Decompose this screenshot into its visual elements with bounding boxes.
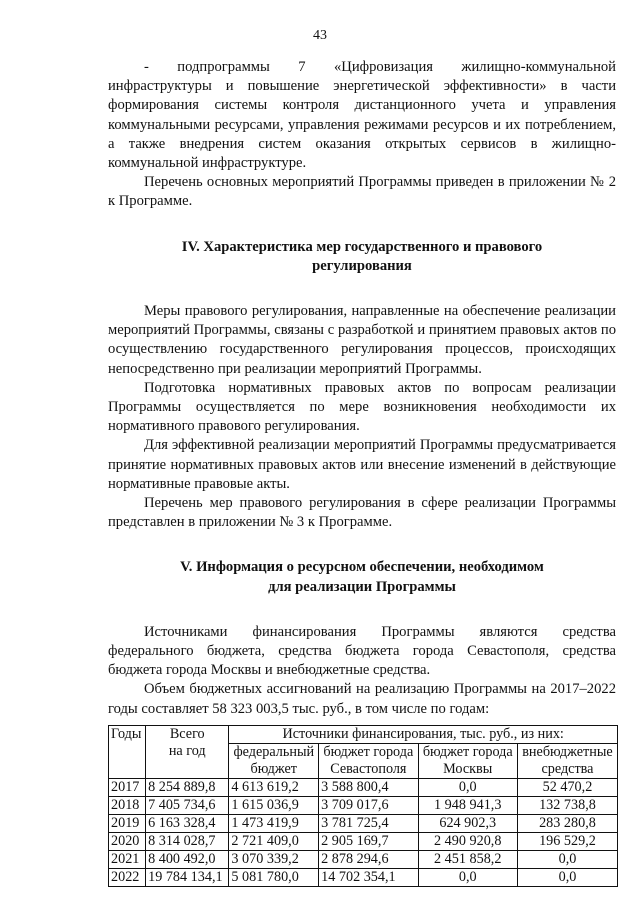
- table-row: [109, 814, 618, 832]
- table-row: [109, 778, 618, 796]
- header-extrabudgetary-line-1: внебюджетные: [522, 743, 613, 760]
- header-moscow-line-2: Москвы: [443, 760, 493, 777]
- cell-year: 2018: [109, 796, 146, 814]
- cell-sevastopol: 2 878 294,6: [319, 850, 418, 868]
- cell-total: 8 254 889,8: [146, 778, 229, 796]
- cell-federal: 1 615 036,9: [229, 796, 319, 814]
- cell-year: 2017: [109, 778, 146, 796]
- page-number: 43: [313, 28, 327, 43]
- cell-extrabudgetary: 283 280,8: [517, 814, 617, 832]
- cell-moscow: 0,0: [418, 778, 517, 796]
- cell-sevastopol: 3 588 800,4: [319, 778, 418, 796]
- section-5-paragraph-1: Источниками финансирования Программы являются средства федерального бюджета, средства бюджета города Севастополя, средства бюджета города Москвы и внебюджетные средства.: [108, 623, 616, 679]
- header-total-line-1: Всего: [169, 725, 205, 742]
- cell-year: 2020: [109, 832, 146, 850]
- cell-extrabudgetary: 0,0: [517, 850, 617, 868]
- cell-total: 6 163 328,4: [146, 814, 229, 832]
- section-4-paragraph-1: Меры правового регулирования, направленные на обеспечение реализации мероприятий Программы, связаны с разработкой и принятием правовых актов по осуществлению государственного регулирования процессов, происходящих непосредственно при реализации мероприятий Программы.: [108, 303, 616, 377]
- cell-moscow: 2 451 858,2: [418, 850, 517, 868]
- section-4-paragraph-4: Перечень мер правового регулирования в сфере реализации Программы представлен в приложении № 3 к Программе.: [108, 495, 616, 531]
- header-federal: [229, 743, 319, 778]
- section-4-paragraph-3: Для эффективной реализации мероприятий Программы предусматривается принятие нормативных правовых актов или внесение изменений в действующие нормативные правовые акты.: [108, 437, 616, 492]
- cell-sevastopol: 14 702 354,1: [319, 868, 418, 886]
- table-row: [109, 850, 618, 868]
- header-sevastopol-line-2: Севастополя: [330, 760, 407, 777]
- cell-total: 8 314 028,7: [146, 832, 229, 850]
- table-header-row: [109, 725, 618, 743]
- section-5-title-line-1: V. Информация о ресурсном обеспечении, необходимом: [180, 559, 544, 576]
- cell-sevastopol: 2 905 169,7: [319, 832, 418, 850]
- cell-extrabudgetary: 52 470,2: [517, 778, 617, 796]
- cell-federal: 3 070 339,2: [229, 850, 319, 868]
- section-4-paragraph-2: Подготовка нормативных правовых актов по вопросам реализации Программы осуществляется по мере возникновения необходимости их нормативного правового регулирования.: [108, 379, 616, 435]
- cell-federal: 2 721 409,0: [229, 832, 319, 850]
- cell-year: 2021: [109, 850, 146, 868]
- section-4-title-line-2: регулирования: [312, 257, 412, 274]
- intro-paragraph-subprogram: - подпрограммы 7 «Цифровизация жилищно-коммунальной инфраструктуры и повышение энергетической эффективности» в части формирования системы контроля дистанционного учета и управления коммунальными ресурсами, управления режимами ресурсов и их потреблением, а также внедрения систем оказания открытых сервисов в жилищно-коммунальной инфраструктуре.: [108, 59, 616, 172]
- header-years: Годы: [109, 725, 146, 778]
- cell-extrabudgetary: 0,0: [517, 868, 617, 886]
- header-total-line-2: на год: [168, 742, 206, 759]
- header-moscow-line-1: бюджет города: [422, 743, 513, 760]
- cell-year: 2022: [109, 868, 146, 886]
- cell-total: 7 405 734,6: [146, 796, 229, 814]
- cell-total: 8 400 492,0: [146, 850, 229, 868]
- section-5-title: [108, 558, 616, 596]
- cell-extrabudgetary: 196 529,2: [517, 832, 617, 850]
- header-extrabudgetary-line-2: средства: [541, 760, 594, 777]
- cell-federal: 5 081 780,0: [229, 868, 319, 886]
- intro-paragraph-list: Перечень основных мероприятий Программы приведен в приложении № 2 к Программе.: [108, 174, 616, 210]
- section-5-title-line-2: для реализации Программы: [268, 578, 456, 595]
- header-extrabudgetary: [517, 743, 617, 778]
- header-total: [146, 725, 229, 778]
- cell-federal: 1 473 419,9: [229, 814, 319, 832]
- cell-sevastopol: 3 709 017,6: [319, 796, 418, 814]
- document-body: [108, 58, 616, 887]
- table-row: [109, 868, 618, 886]
- header-federal-line-2: бюджет: [250, 760, 297, 777]
- cell-moscow: 1 948 941,3: [418, 796, 517, 814]
- header-moscow: [418, 743, 517, 778]
- section-4-title-line-1: IV. Характеристика мер государственного и правового: [181, 238, 543, 255]
- cell-total: 19 784 134,1: [146, 868, 229, 886]
- cell-moscow: 0,0: [418, 868, 517, 886]
- cell-federal: 4 613 619,2: [229, 778, 319, 796]
- section-4-title: [108, 238, 616, 276]
- cell-moscow: 2 490 920,8: [418, 832, 517, 850]
- header-sevastopol: [319, 743, 418, 778]
- header-federal-line-1: федеральный: [233, 743, 315, 760]
- cell-sevastopol: 3 781 725,4: [319, 814, 418, 832]
- cell-moscow: 624 902,3: [418, 814, 517, 832]
- financing-table: [108, 725, 618, 887]
- header-sources-group: Источники финансирования, тыс. руб., из них:: [229, 725, 618, 743]
- header-sevastopol-line-1: бюджет города: [323, 743, 414, 760]
- table-row: [109, 832, 618, 850]
- table-row: [109, 796, 618, 814]
- cell-extrabudgetary: 132 738,8: [517, 796, 617, 814]
- section-5-paragraph-2: Объем бюджетных ассигнований на реализацию Программы на 2017–2022 годы составляет 58 323 003,5 тыс. руб., в том числе по годам:: [108, 681, 616, 717]
- cell-year: 2019: [109, 814, 146, 832]
